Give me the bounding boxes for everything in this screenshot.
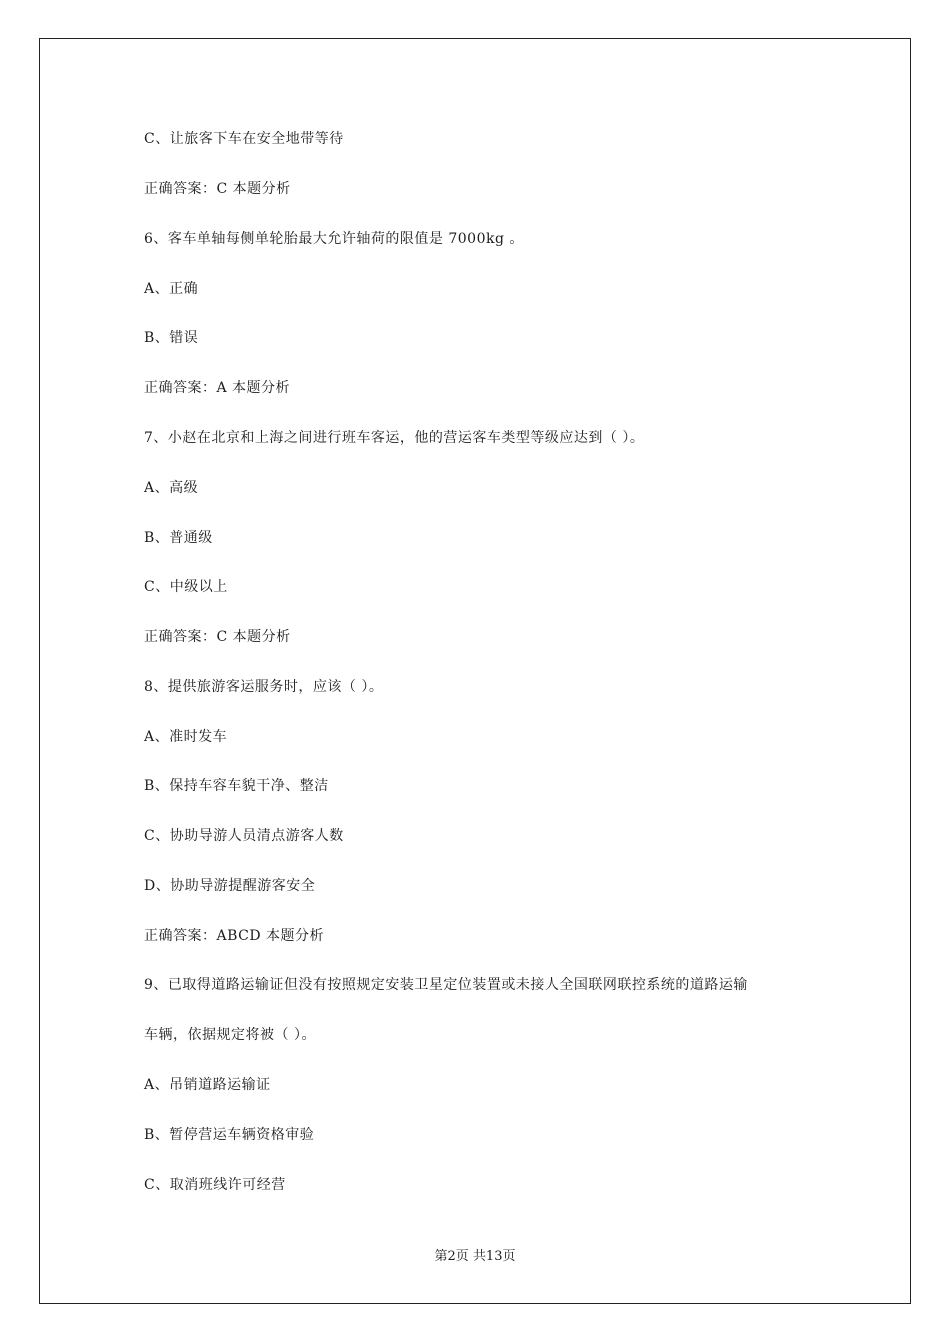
- option-9b: B、暂停营运车辆资格审验: [144, 1127, 315, 1143]
- answer-8: 正确答案：ABCD 本题分析: [144, 928, 325, 944]
- page-footer: 第2页 共13页: [434, 1249, 516, 1264]
- option-8b: B、保持车容车貌干净、整洁: [144, 778, 329, 794]
- option-9a: A、吊销道路运输证: [144, 1077, 271, 1093]
- option-9c: C、取消班线许可经营: [144, 1177, 286, 1193]
- page-frame: [39, 38, 911, 1304]
- option-6b: B、错误: [144, 330, 199, 346]
- option-5c: C、让旅客下车在安全地带等待: [144, 131, 344, 147]
- option-8d: D、协助导游提醒游客安全: [144, 878, 316, 894]
- question-6: 6、客车单轴每侧单轮胎最大允许轴荷的限值是 7000kg 。: [144, 231, 524, 247]
- answer-6: 正确答案：A 本题分析: [144, 380, 291, 396]
- question-9-line-2: 车辆，依据规定将被（ ）。: [144, 1027, 316, 1043]
- option-7b: B、普通级: [144, 530, 213, 546]
- question-8: 8、提供旅游客运服务时，应该（ ）。: [144, 679, 384, 695]
- question-9-line-1: 9、已取得道路运输证但没有按照规定安装卫星定位装置或未接人全国联网联控系统的道路运输: [144, 977, 748, 993]
- option-6a: A、正确: [144, 281, 199, 297]
- question-7: 7、小赵在北京和上海之间进行班车客运，他的营运客车类型等级应达到（ ）。: [144, 430, 645, 446]
- option-7c: C、中级以上: [144, 579, 228, 595]
- option-7a: A、高级: [144, 480, 199, 496]
- option-8a: A、准时发车: [144, 729, 228, 745]
- answer-7: 正确答案：C 本题分析: [144, 629, 291, 645]
- option-8c: C、协助导游人员清点游客人数: [144, 828, 344, 844]
- answer-5: 正确答案：C 本题分析: [144, 181, 291, 197]
